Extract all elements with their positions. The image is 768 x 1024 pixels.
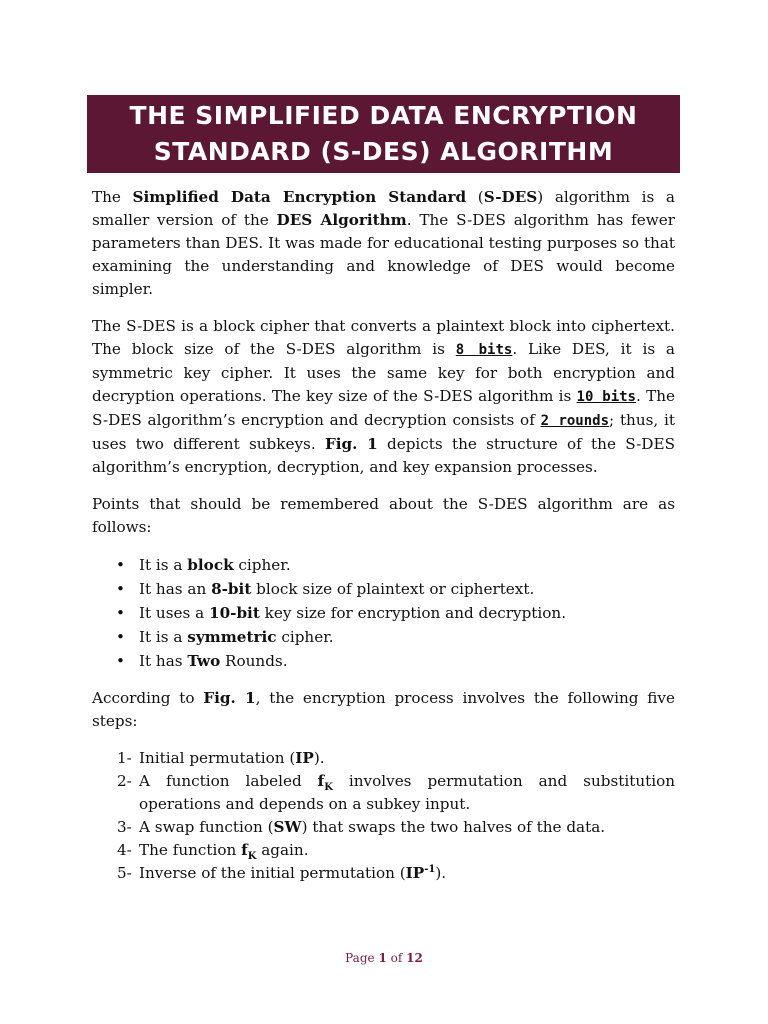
text-run: . The S-DES algorithm’s encryption and decryption consists of — [92, 387, 675, 429]
text-run: It has an — [139, 580, 212, 598]
text-run: block size of plaintext or ciphertext. — [251, 580, 535, 598]
intro-paragraph — [92, 186, 675, 301]
steps-list — [92, 747, 675, 885]
text-run: Inverse of the initial permutation ( — [139, 864, 406, 882]
code-term: 10 bits — [576, 389, 636, 405]
figure-reference: Fig. 1 — [203, 689, 256, 707]
text-run: ) algorithm is a smaller version of the — [92, 188, 675, 229]
text-run: key size for encryption and decryption. — [259, 604, 567, 622]
text-run: Rounds. — [220, 652, 288, 670]
list-item — [92, 577, 675, 601]
figure-reference: Fig. 1 — [324, 435, 378, 453]
code-term: 8 bits — [455, 342, 513, 358]
bullet-icon: • — [116, 604, 125, 622]
text-run: It is a — [139, 628, 188, 646]
of-label: of — [390, 951, 403, 965]
text-run: It is a — [139, 556, 188, 574]
text-run: . The S-DES algorithm has fewer parameters than DES. It was made for educational testing purposes so that examining the understanding and knowledge of DES would become simpler. — [92, 211, 676, 298]
bold-term: 10-bit — [209, 604, 260, 622]
text-run: cipher. — [276, 628, 334, 646]
step-item — [92, 839, 675, 862]
text-run: The S-DES is a block cipher that converts a plaintext block into ciphertext. The block size of the S-DES algorithm is — [92, 317, 675, 358]
bold-term: IP — [405, 864, 425, 882]
page-label: Page — [345, 951, 375, 965]
bold-term: S-DES — [483, 188, 538, 206]
text-run: A swap function ( — [139, 818, 274, 836]
list-item — [92, 553, 675, 577]
text-run: ( — [466, 188, 484, 206]
text-run: The function — [139, 841, 242, 859]
list-item — [92, 649, 675, 673]
bold-term: DES Algorithm — [276, 211, 407, 229]
step-item — [92, 862, 675, 885]
points-intro-paragraph: Points that should be remembered about the S-DES algorithm are as follows: — [92, 495, 675, 536]
text-run: It has — [139, 652, 188, 670]
current-page-number: 1 — [378, 951, 387, 965]
superscript: -1 — [424, 863, 436, 875]
bold-term: block — [187, 556, 234, 574]
bold-term: f — [241, 841, 248, 859]
text-run: involves permutation and substitution operations and depends on a subkey input. — [139, 772, 675, 813]
subscript: K — [324, 782, 333, 794]
bullet-icon: • — [116, 580, 125, 598]
title-line-2: STANDARD (S-DES) ALGORITHM — [153, 137, 614, 166]
text-run: , the encryption process involves the following five steps: — [92, 689, 675, 730]
text-run: ) that swaps the two halves of the data. — [301, 818, 606, 836]
text-run: cipher. — [233, 556, 291, 574]
text-run: ). — [435, 864, 447, 882]
text-run: . Like DES, it is a symmetric key cipher. It uses the same key for both encryption and decryption operations. The key size of the S-DES algorithm is — [92, 340, 675, 405]
step-number: 2- — [117, 772, 132, 790]
bold-term: IP — [295, 749, 314, 767]
step-number: 3- — [117, 818, 132, 836]
bold-term: symmetric — [187, 628, 277, 646]
bullet-icon: • — [116, 628, 125, 646]
text-run: ). — [313, 749, 325, 767]
title-banner — [87, 95, 680, 173]
text-run: It uses a — [139, 604, 209, 622]
list-item — [92, 625, 675, 649]
code-term: 2 rounds — [540, 413, 610, 429]
step-item — [92, 747, 675, 770]
block-cipher-paragraph — [92, 315, 675, 479]
bullet-icon: • — [116, 556, 125, 574]
text-run: The — [92, 188, 133, 206]
text-run: According to — [92, 689, 204, 707]
step-number: 1- — [117, 749, 132, 767]
page-footer — [0, 951, 768, 965]
bold-term: Simplified Data Encryption Standard — [132, 188, 467, 206]
document-body — [92, 186, 675, 885]
title-line-1: THE SIMPLIFIED DATA ENCRYPTION — [129, 101, 638, 130]
step-item — [92, 816, 675, 839]
total-pages-number: 12 — [406, 951, 423, 965]
text-run: again. — [256, 841, 309, 859]
text-run: Initial permutation ( — [139, 749, 296, 767]
points-list — [92, 553, 675, 673]
step-number: 5- — [117, 864, 132, 882]
text-run: ; thus, it uses two different subkeys. — [92, 411, 675, 453]
text-run: depicts the structure of the S-DES algorithm’s encryption, decryption, and key expansion processes. — [92, 435, 675, 476]
bold-term: SW — [273, 818, 302, 836]
step-number: 4- — [117, 841, 132, 859]
steps-intro-paragraph — [92, 687, 675, 733]
bold-term: Two — [187, 652, 221, 670]
step-item — [92, 770, 675, 816]
bullet-icon: • — [116, 652, 125, 670]
text-run: A function labeled — [139, 772, 318, 790]
subscript: K — [247, 851, 257, 863]
list-item — [92, 601, 675, 625]
bold-term: 8-bit — [211, 580, 252, 598]
bold-term: f — [317, 772, 325, 790]
